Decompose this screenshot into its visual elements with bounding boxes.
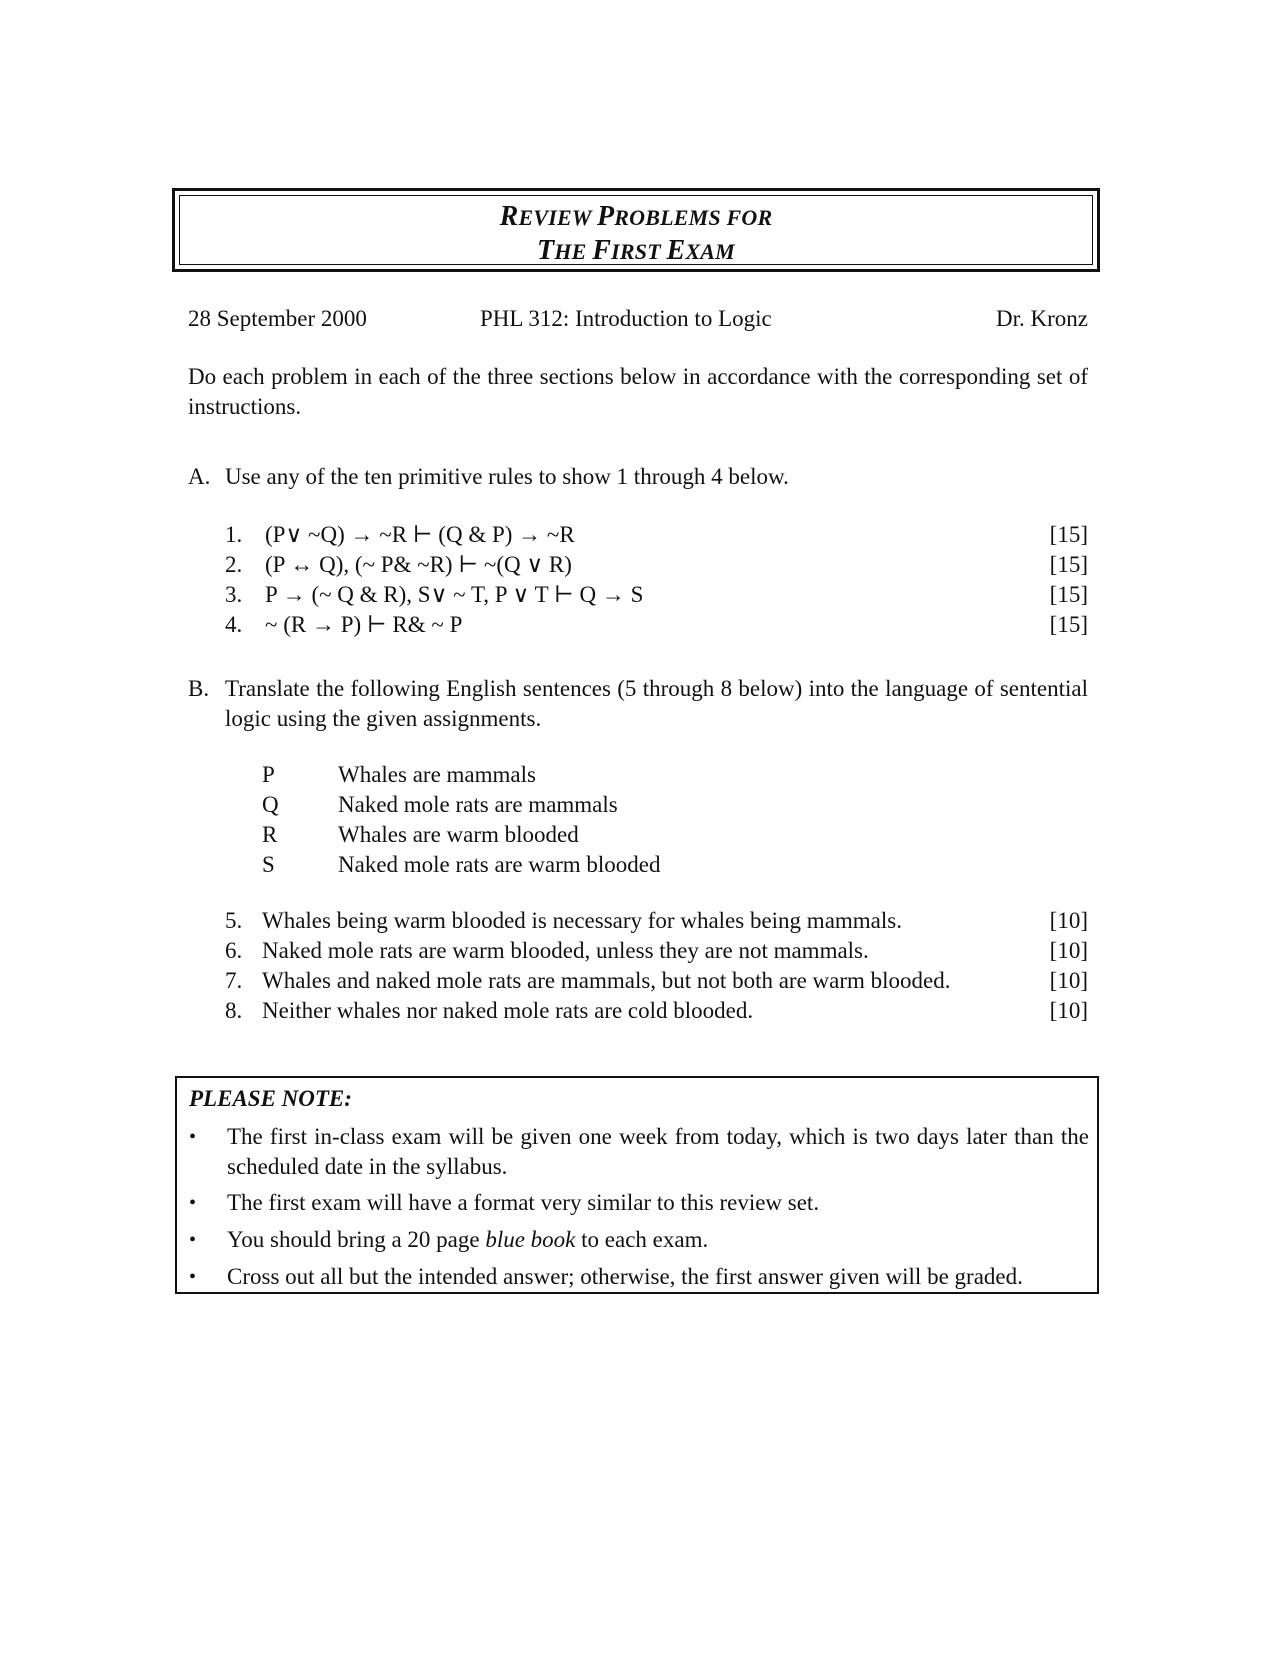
assignment-letter: Q	[262, 792, 279, 817]
problem-points: [15]	[1049, 522, 1088, 547]
note-text	[227, 1225, 1089, 1255]
problem-formula: P → (~ Q & R), S∨ ~ T, P ∨ T ⊢ Q → S	[265, 582, 644, 607]
title-cap: P	[596, 201, 615, 232]
note-text-part: You should bring a 20 page	[227, 1227, 486, 1252]
title-box	[172, 188, 1100, 272]
problem-points: [10]	[1049, 998, 1088, 1023]
problem-number: 5.	[225, 908, 243, 933]
title-smallcaps: IRST	[611, 239, 667, 264]
course-name: PHL 312: Introduction to Logic	[480, 306, 772, 331]
section-letter: A.	[188, 464, 211, 489]
problem-formula: (P∨ ~Q) → ~R ⊢ (Q & P) → ~R	[265, 522, 575, 547]
problem-number: 2.	[225, 552, 243, 577]
please-note-box	[175, 1076, 1099, 1294]
assignment-letter: S	[262, 852, 275, 877]
title-cap: E	[666, 235, 686, 266]
problem-number: 8.	[225, 998, 243, 1023]
assignment-letter: R	[262, 822, 278, 847]
title-smallcaps: ROBLEMS FOR	[614, 205, 773, 230]
problem-number: 3.	[225, 582, 243, 607]
problem-row	[225, 996, 1088, 1026]
title-smallcaps: EVIEW	[518, 205, 597, 230]
problem-number: 7.	[225, 968, 243, 993]
note-text-part: to each exam.	[575, 1227, 709, 1252]
note-text: The first in-class exam will be given one week from today, which is two days later than the scheduled date in the syllabus.	[227, 1124, 1089, 1179]
problem-row	[225, 550, 1088, 580]
title-smallcaps: HE	[554, 239, 593, 264]
title-line-1	[175, 201, 1097, 234]
problem-sentence: Whales and naked mole rats are mammals, but not both are warm blooded.	[262, 968, 951, 993]
emphasized-term: blue book	[485, 1227, 576, 1252]
note-item	[177, 1122, 1097, 1182]
section-letter: B.	[188, 676, 210, 701]
assignment-meaning: Whales are mammals	[338, 762, 536, 787]
assignment-meaning: Naked mole rats are mammals	[338, 792, 618, 817]
title-line-2	[175, 235, 1097, 268]
title-cap: F	[592, 235, 612, 266]
bullet-icon: •	[189, 1229, 197, 1251]
assignment-letter: P	[262, 762, 275, 787]
bullet-icon: •	[189, 1192, 197, 1214]
problem-row	[225, 580, 1088, 610]
problem-number: 1.	[225, 522, 243, 547]
assignment-meaning: Naked mole rats are warm blooded	[338, 852, 661, 877]
title-smallcaps: XAM	[685, 239, 735, 264]
assignment-meaning: Whales are warm blooded	[338, 822, 579, 847]
bullet-icon: •	[189, 1266, 197, 1288]
problem-points: [15]	[1049, 612, 1088, 637]
problem-row	[225, 966, 1088, 996]
bullet-icon: •	[189, 1126, 197, 1148]
problem-sentence: Neither whales nor naked mole rats are cold blooded.	[262, 998, 754, 1023]
title-cap: T	[537, 235, 555, 266]
note-title: PLEASE NOTE:	[189, 1086, 352, 1111]
problem-formula: ~ (R → P) ⊢ R& ~ P	[265, 612, 463, 637]
problem-points: [15]	[1049, 552, 1088, 577]
problem-row	[225, 520, 1088, 550]
problem-points: [15]	[1049, 582, 1088, 607]
note-text: Cross out all but the intended answer; otherwise, the first answer given will be graded.	[227, 1264, 1023, 1289]
problem-sentence: Whales being warm blooded is necessary for whales being mammals.	[262, 908, 902, 933]
note-text: The first exam will have a format very similar to this review set.	[227, 1190, 820, 1215]
problem-points: [10]	[1049, 938, 1088, 963]
problem-number: 6.	[225, 938, 243, 963]
section-instruction: Use any of the ten primitive rules to show 1 through 4 below.	[225, 464, 789, 489]
problem-number: 4.	[225, 612, 243, 637]
problem-points: [10]	[1049, 968, 1088, 993]
problem-formula: (P ↔ Q), (~ P& ~R) ⊢ ~(Q ∨ R)	[265, 552, 572, 577]
title-cap: R	[499, 201, 519, 232]
section-b-heading	[188, 674, 1088, 734]
exam-date: 28 September 2000	[188, 306, 367, 331]
section-instruction: Translate the following English sentences (5 through 8 below) into the language of sentential logic using the given assignments.	[225, 676, 1088, 731]
problem-row	[225, 936, 1088, 966]
header-row	[188, 304, 1088, 334]
problem-sentence: Naked mole rats are warm blooded, unless they are not mammals.	[262, 938, 869, 963]
problem-row	[225, 610, 1088, 640]
intro-paragraph: Do each problem in each of the three sections below in accordance with the corresponding set of instructions.	[188, 364, 1088, 419]
problem-points: [10]	[1049, 908, 1088, 933]
instructor-name: Dr. Kronz	[996, 306, 1088, 331]
problem-row	[225, 906, 1088, 936]
